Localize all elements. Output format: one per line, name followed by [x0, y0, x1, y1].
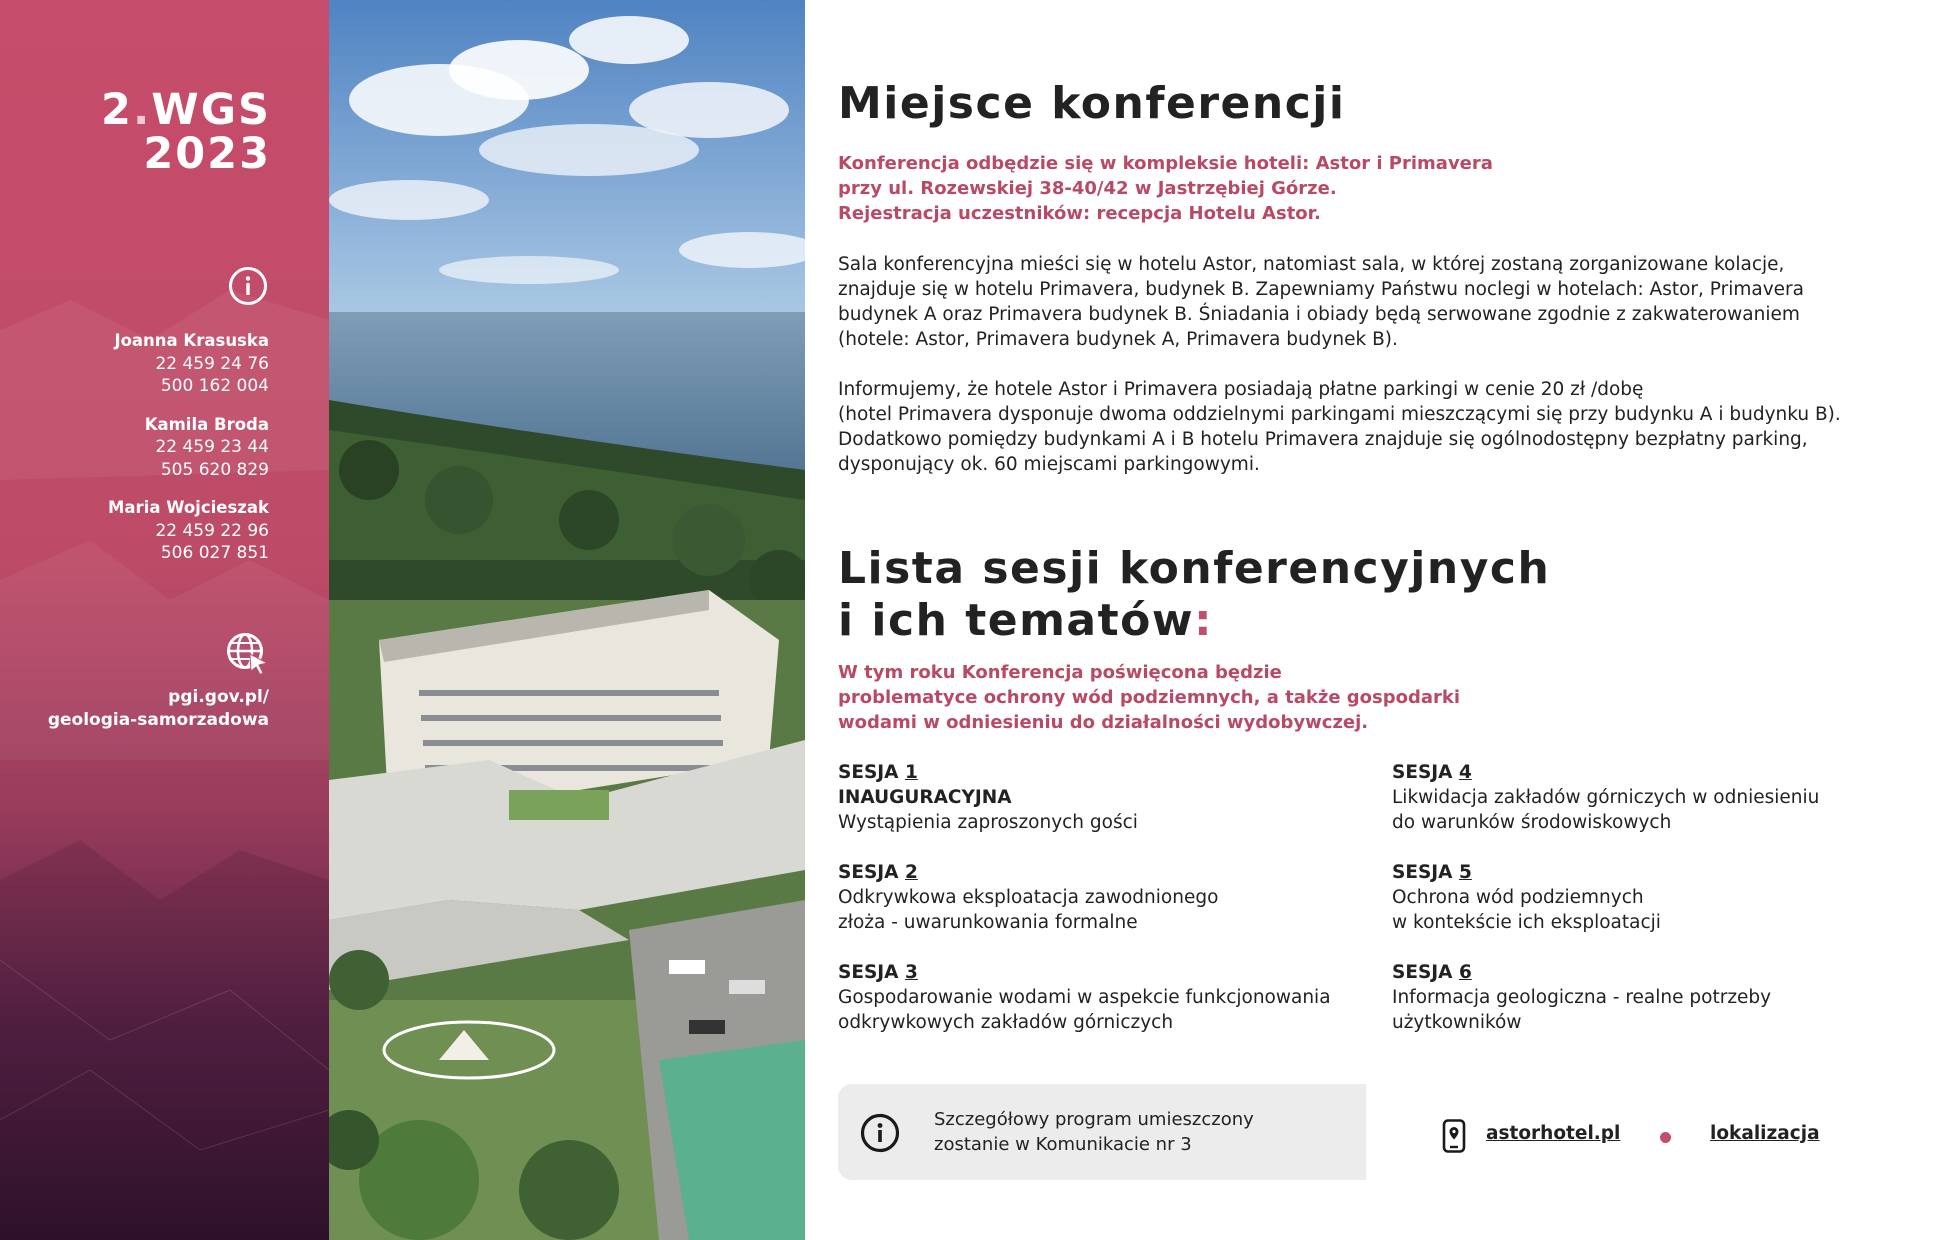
info-icon	[228, 266, 268, 306]
contact-phone[interactable]: 22 459 24 76	[155, 353, 269, 374]
contact-name: Kamila Broda	[144, 414, 269, 434]
brand-dot: .	[132, 85, 152, 135]
contact-item	[108, 497, 269, 565]
program-note	[838, 1084, 1366, 1180]
paragraph-line: znajduje się w hotelu Primavera, budynek B. Zapewniamy Państwu noclegi w hotelach: Astor, Primavera	[838, 279, 1804, 300]
contact-item	[108, 330, 269, 398]
venue-lead-line: Rejestracja uczestników: recepcja Hotelu Astor.	[838, 203, 1321, 224]
paragraph-line: (hotel Primavera dysponuje dwoma oddzielnymi parkingami mieszczącymi się przy budynku A i budynku B).	[838, 404, 1841, 425]
venue-rooms-paragraph	[838, 252, 1848, 352]
hotel-website-link[interactable]: astorhotel.pl	[1486, 1123, 1621, 1144]
session-label: SESJA	[1392, 762, 1453, 783]
sessions-lead-line: wodami w odniesieniu do działalności wydobywczej.	[838, 712, 1369, 733]
venue-lead-line: Konferencja odbędzie się w kompleksie hoteli: Astor i Primavera	[838, 153, 1493, 174]
brand-acronym: WGS	[151, 85, 271, 135]
paragraph-line: dysponujący ok. 60 miejscami parkingowymi.	[838, 454, 1260, 475]
sessions-lead-line: problematyce ochrony wód podziemnych, a także gospodarki	[838, 687, 1461, 708]
session-item	[1392, 760, 1932, 835]
sidebar	[0, 0, 329, 1240]
session-number: 3	[904, 962, 918, 983]
session-item	[838, 760, 1378, 835]
phone-location-icon	[1442, 1119, 1466, 1153]
sessions-title-colon: :	[1194, 595, 1214, 646]
note-line: zostanie w Komunikacie nr 3	[934, 1134, 1192, 1155]
sessions-lead	[838, 660, 1558, 735]
session-label: SESJA	[1392, 862, 1453, 883]
website-line-2[interactable]: geologia-samorzadowa	[47, 710, 269, 730]
session-topic: Ochrona wód podziemnych	[1392, 887, 1644, 908]
contact-name: Maria Wojcieszak	[108, 498, 269, 517]
sessions-title-line: Lista sesji konferencyjnych	[838, 543, 1551, 594]
contact-phone[interactable]: 22 459 22 96	[155, 520, 269, 541]
sessions-title	[838, 543, 1550, 647]
session-topic: Odkrywkowa eksploatacja zawodnionego	[838, 887, 1219, 908]
contact-list	[108, 330, 269, 581]
venue-lead-line: przy ul. Rozewskiej 38-40/42 w Jastrzębiej Górze.	[838, 178, 1337, 199]
sessions-lead-line: W tym roku Konferencja poświęcona będzie	[838, 662, 1282, 683]
session-item	[1392, 860, 1932, 935]
contact-mobile[interactable]: 506 027 851	[160, 543, 269, 563]
session-topic: INAUGURACYJNA	[838, 787, 1012, 808]
paragraph-line: budynek A oraz Primavera budynek B. Śniadania i obiady będą serwowane zgodnie z zakwaterowaniem	[838, 304, 1800, 325]
note-line: Szczegółowy program umieszczony	[934, 1109, 1254, 1130]
location-link[interactable]: lokalizacja	[1710, 1123, 1820, 1144]
session-heading	[838, 760, 1378, 785]
session-item	[1392, 960, 1932, 1035]
session-topic: złoża - uwarunkowania formalne	[838, 912, 1138, 933]
session-number: 1	[904, 762, 918, 783]
session-heading	[838, 960, 1378, 985]
paragraph-line: Dodatkowo pomiędzy budynkami A i B hotelu Primavera znajduje się ogólnodostępny bezpłatny parking,	[838, 429, 1808, 450]
brand-number: 2	[101, 85, 133, 135]
session-label: SESJA	[838, 762, 899, 783]
contact-name: Joanna Krasuska	[114, 331, 269, 350]
separator-bullet	[1660, 1132, 1671, 1143]
mountain-background	[0, 0, 329, 1240]
sessions-title-line: i ich tematów	[838, 595, 1195, 646]
session-label: SESJA	[838, 962, 899, 983]
session-topic: odkrywkowych zakładów górniczych	[838, 1012, 1174, 1033]
session-number: 6	[1458, 962, 1472, 983]
session-heading	[838, 860, 1378, 885]
website-link[interactable]	[48, 686, 269, 732]
contact-item	[108, 414, 269, 482]
session-topic: do warunków środowiskowych	[1392, 812, 1672, 833]
paragraph-line: Informujemy, że hotele Astor i Primavera posiadają płatne parkingi w cenie 20 zł /dobę	[838, 379, 1644, 400]
main-content	[838, 0, 1928, 1240]
event-brand	[101, 85, 271, 179]
session-topic: w kontekście ich eksploatacji	[1392, 912, 1661, 933]
hotel-aerial-photo	[329, 0, 805, 1240]
parking-paragraph	[838, 377, 1848, 477]
session-heading	[1392, 760, 1932, 785]
session-number: 4	[1458, 762, 1472, 783]
venue-lead	[838, 151, 1538, 226]
contact-mobile[interactable]: 505 620 829	[160, 459, 269, 480]
session-topic: użytkowników	[1392, 1012, 1522, 1033]
session-item	[838, 960, 1378, 1035]
session-label: SESJA	[1392, 962, 1453, 983]
paragraph-line: (hotele: Astor, Primavera budynek A, Primavera budynek B).	[838, 329, 1398, 350]
website-line-1[interactable]: pgi.gov.pl/	[168, 687, 269, 707]
info-icon	[860, 1113, 900, 1153]
session-topic: Likwidacja zakładów górniczych w odniesieniu	[1392, 787, 1820, 808]
venue-title: Miejsce konferencji	[838, 78, 1346, 129]
brand-year: 2023	[143, 129, 271, 179]
globe-cursor-icon	[226, 632, 270, 676]
session-heading	[1392, 960, 1932, 985]
program-note-text	[934, 1107, 1254, 1157]
session-label: SESJA	[838, 862, 899, 883]
session-topic: Wystąpienia zaproszonych gości	[838, 812, 1138, 833]
paragraph-line: Sala konferencyjna mieści się w hotelu Astor, natomiast sala, w której zostaną zorganizowane kolacje,	[838, 254, 1785, 275]
session-topic: Informacja geologiczna - realne potrzeby	[1392, 987, 1772, 1008]
session-heading	[1392, 860, 1932, 885]
session-number: 2	[904, 862, 918, 883]
session-number: 5	[1458, 862, 1472, 883]
contact-phone[interactable]: 22 459 23 44	[155, 437, 269, 457]
session-item	[838, 860, 1378, 935]
session-topic: Gospodarowanie wodami w aspekcie funkcjonowania	[838, 987, 1331, 1008]
contact-mobile[interactable]: 500 162 004	[160, 376, 269, 396]
